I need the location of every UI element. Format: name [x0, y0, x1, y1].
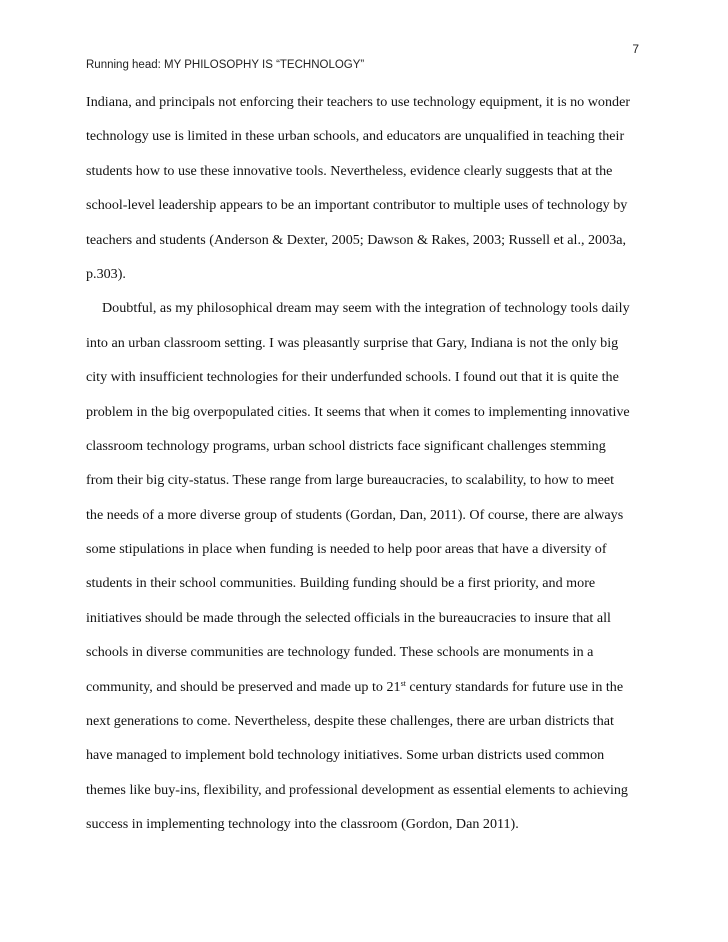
text-line: technology use is limited in these urban schools, and educators are unqualified in teaching their [86, 128, 625, 145]
text-line: next generations to come. Nevertheless, despite these challenges, there are urban districts that [86, 713, 614, 730]
text-line: students in their school communities. Building funding should be a first priority, and more [86, 575, 596, 592]
paragraph-first-line: Doubtful, as my philosophical dream may seem with the integration of technology tools daily [102, 300, 630, 317]
text-line: city with insufficient technologies for their underfunded schools. I found out that it is quite the [86, 369, 619, 386]
ordinal-superscript: st [400, 678, 406, 688]
text-line: initiatives should be made through the selected officials in the bureaucracies to insure that all [86, 609, 611, 626]
text-line: p.303). [86, 265, 126, 282]
text-line: some stipulations in place when funding is needed to help poor areas that have a diversity of [86, 541, 607, 558]
text-line: students how to use these innovative tools. Nevertheless, evidence clearly suggests that at the [86, 162, 613, 179]
text-line: problem in the big overpopulated cities. It seems that when it comes to implementing innovative [86, 403, 630, 420]
text-line: success in implementing technology into the classroom (Gordon, Dan 2011). [86, 816, 519, 833]
text-line: school-level leadership appears to be an important contributor to multiple uses of technology by [86, 197, 628, 214]
text-segment: century standards for future use in the [405, 678, 624, 695]
text-segment: community, and should be preserved and made up to 21 [86, 678, 401, 695]
text-line: have managed to implement bold technology initiatives. Some urban districts used common [86, 747, 605, 764]
text-line: teachers and students (Anderson & Dexter, 2005; Dawson & Rakes, 2003; Russell et al., 2003a, [86, 231, 626, 248]
text-line: into an urban classroom setting. I was pleasantly surprise that Gary, Indiana is not the only big [86, 334, 619, 351]
text-line: classroom technology programs, urban school districts face significant challenges stemming [86, 437, 606, 454]
text-line: Indiana, and principals not enforcing their teachers to use technology equipment, it is no wonder [86, 94, 631, 110]
text-line: the needs of a more diverse group of students (Gordan, Dan, 2011). Of course, there are always [86, 506, 624, 523]
text-line: themes like buy-ins, flexibility, and professional development as essential elements to achieving [86, 781, 628, 798]
running-head: Running head: MY PHILOSOPHY IS “TECHNOLOGY” [86, 59, 365, 71]
text-line-with-superscript [86, 678, 666, 712]
text-line: schools in diverse communities are technology funded. These schools are monuments in a [86, 644, 594, 661]
body-text [86, 93, 666, 850]
page-number: 7 [632, 42, 639, 56]
text-line: from their big city-status. These range from large bureaucracies, to scalability, to how to meet [86, 472, 615, 489]
